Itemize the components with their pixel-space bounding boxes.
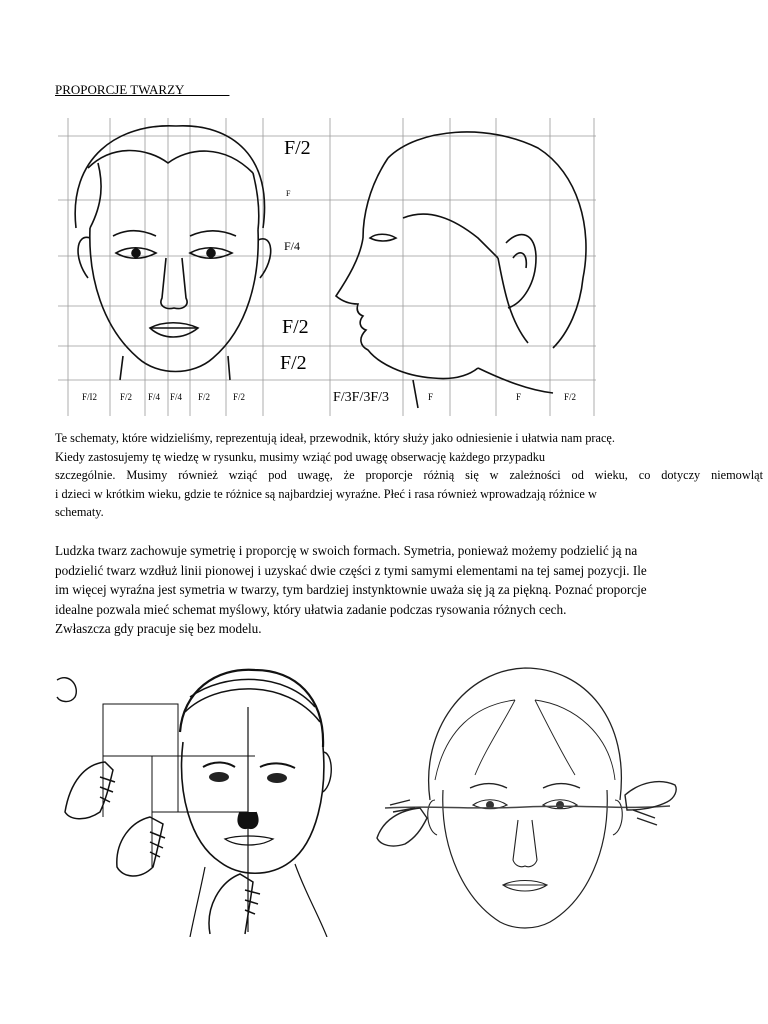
label-f2-top: F/2	[284, 137, 311, 159]
bottom-label: F	[428, 392, 434, 402]
text-line: schematy.	[55, 505, 104, 519]
hand-right	[625, 782, 676, 825]
text-line: podzielić twarz wzdłuż linii pionowej i uzyskać dwie części z tymi samymi elementami na tej samej pozycji. Ile	[55, 562, 647, 578]
proportion-grid	[58, 118, 596, 416]
text-line: i dzieci w krótkim wieku, gdzie te różnice są najbardziej wyraźne. Płeć i rasa również wprowadzają różnice w	[55, 486, 597, 501]
label-f2-middle: F/2	[282, 316, 309, 338]
paragraph-schematics	[55, 429, 763, 522]
measure-frame	[103, 704, 178, 756]
bottom-label: F/4	[148, 392, 161, 402]
front-face-drawing	[75, 126, 271, 380]
hand-with-pencil-center	[117, 817, 165, 876]
text-line: Zwłaszcza gdy pracuje się bez modelu.	[55, 621, 262, 636]
woman-face	[428, 668, 623, 928]
text-line: szczególnie. Musimy również wziąć pod uwagę, że proporcje różnią się w zależności od wieku, co dotyczy niemowląt	[55, 468, 763, 482]
label-f4: F/4	[284, 239, 301, 253]
text-line: idealne pozwala mieć schemat myślowy, który ułatwia zadanie podczas rysowania różnych cech.	[55, 601, 567, 617]
face-proportions-diagram	[58, 118, 596, 416]
label-f2-bottom: F/2	[280, 352, 307, 374]
text-line: Te schematy, które widzieliśmy, reprezentują ideał, przewodnik, który służy jako odniesienie i ułatwia nam pracę.	[55, 431, 615, 445]
hand-with-pencil-left	[65, 762, 115, 819]
label-f: F	[286, 189, 291, 198]
paragraph-symmetry	[55, 541, 763, 639]
bottom-label: F/2	[233, 392, 246, 402]
page-title: PROPORCJE TWARZY	[55, 82, 230, 97]
bottom-label: F/4	[170, 392, 183, 402]
young-man-face	[180, 670, 331, 937]
text-line: im więcej wyraźna jest symetria w twarzy, tym bardziej instynktownie uważa się ją za piękną. Poznać proporcje	[55, 582, 647, 597]
hand-with-pencil-bottom	[209, 874, 260, 934]
bottom-label: F/2	[198, 392, 211, 402]
bottom-label: F/I2	[82, 392, 98, 402]
profile-face-drawing	[336, 132, 586, 408]
partial-face-sketch	[57, 678, 76, 702]
text-line: Kiedy zastosujemy tę wiedzę w rysunku, musimy wziąć pod uwagę obserwację każdego przypadku	[55, 449, 546, 464]
measuring-face-illustration	[55, 652, 355, 937]
bottom-label: F/2	[120, 392, 133, 402]
text-line: Ludzka twarz zachowuje symetrię i proporcję w swoich formach. Symetria, ponieważ możemy podzielić ją na	[55, 543, 638, 558]
bottom-label: F/3F/3F/3	[333, 390, 390, 405]
bottom-label: F	[516, 392, 522, 402]
bottom-label: F/2	[564, 392, 577, 402]
eye-line-measurement-illustration	[375, 660, 680, 942]
